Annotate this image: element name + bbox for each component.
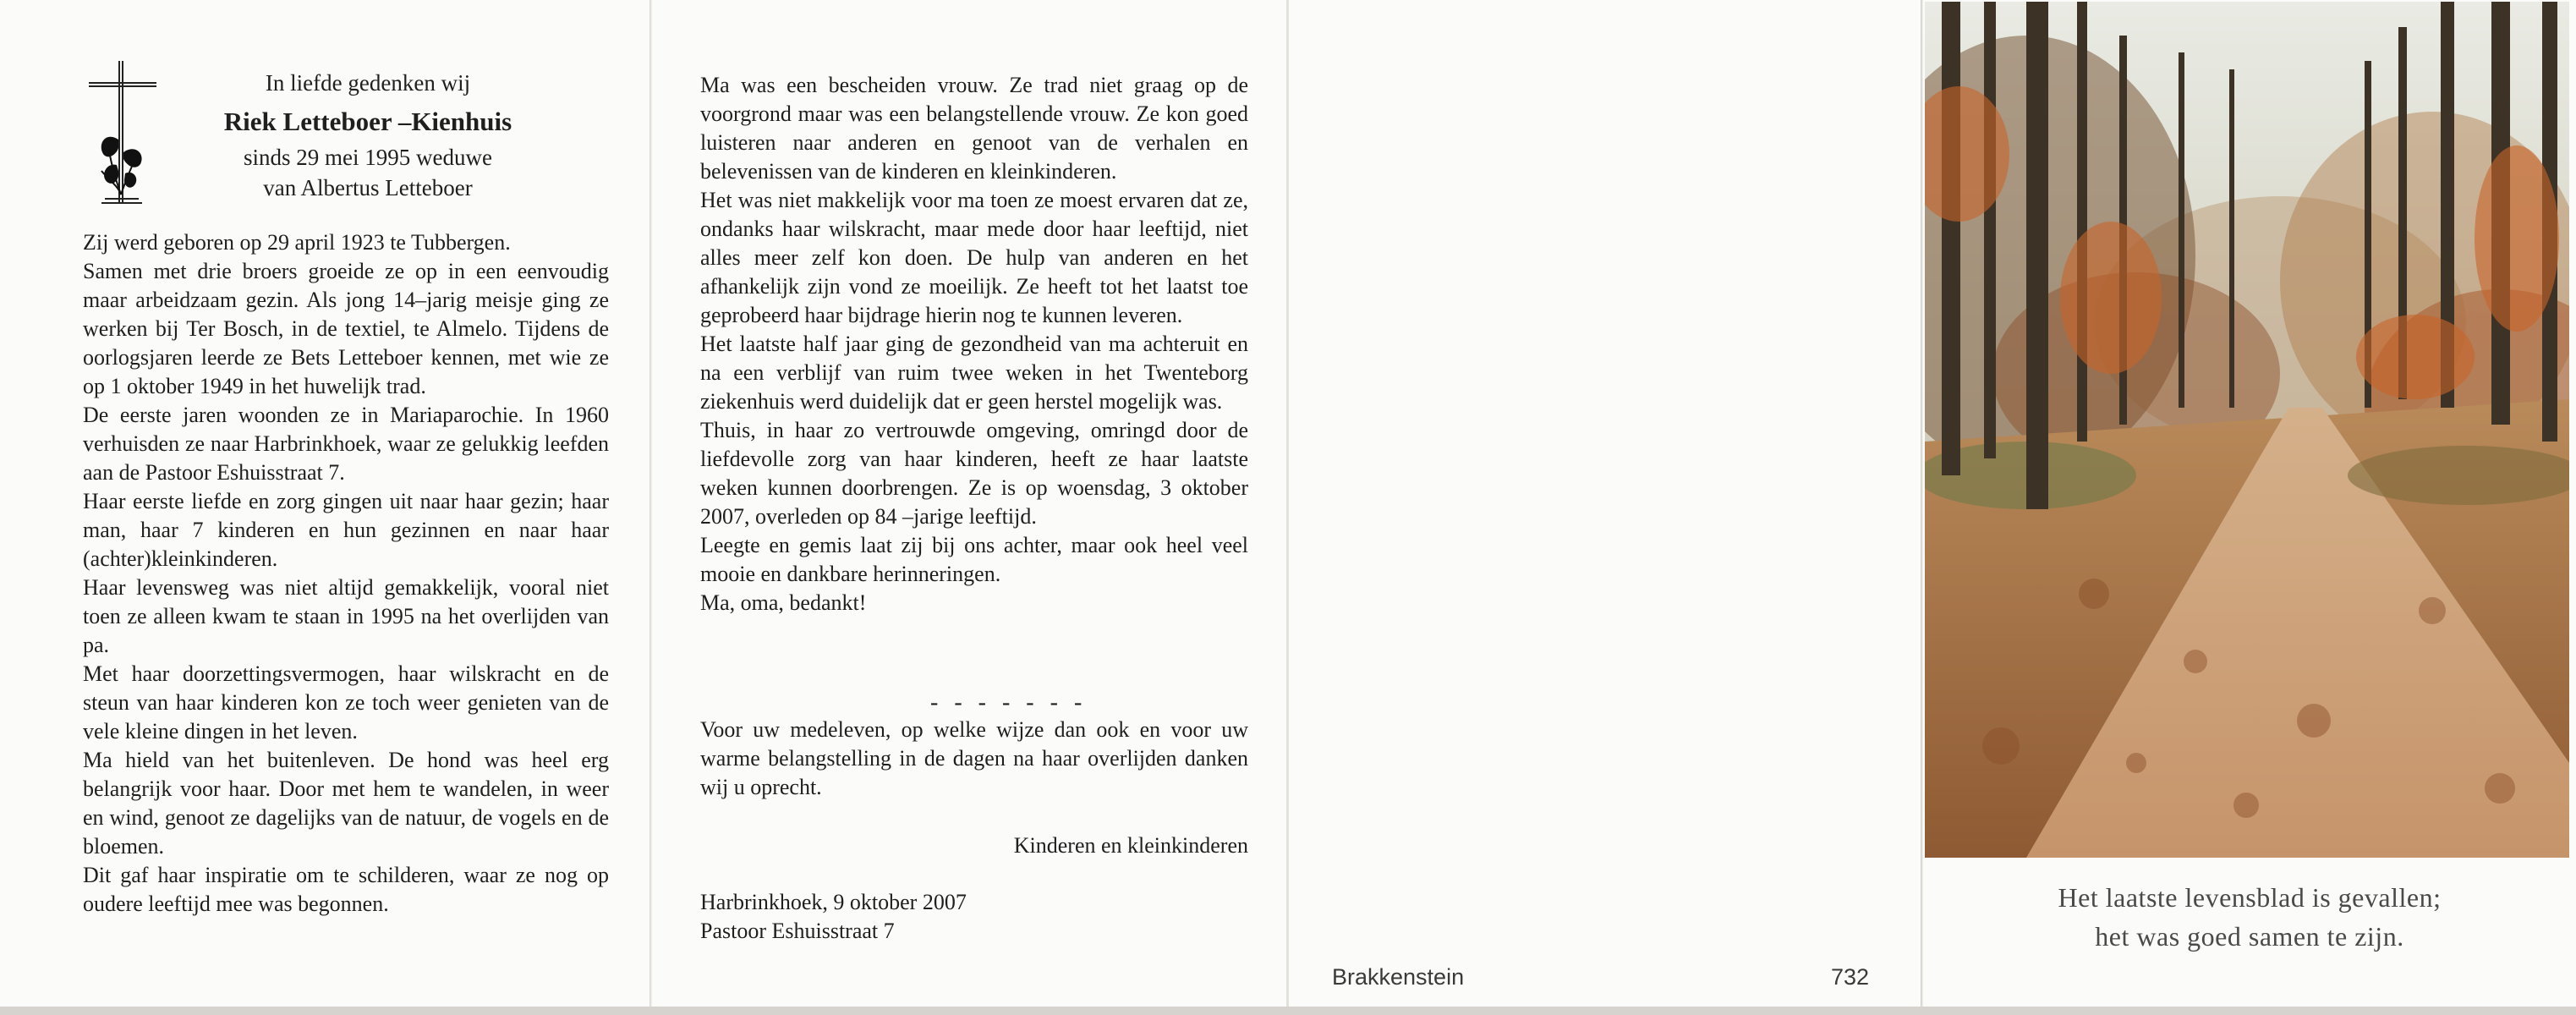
address: Pastoor Eshuisstraat 7 xyxy=(700,919,895,943)
biography-left xyxy=(83,228,609,919)
paragraph: De eerste jaren woonden ze in Mariaparochie. In 1960 verhuisden ze naar Harbrinkhoek, waar ze gelukkig leefden aan de Pastoor Eshuisstraat 7. xyxy=(83,403,609,485)
paragraph: Haar levensweg was niet altijd gemakkelijk, vooral niet toen ze alleen kwam te staan in 1995 na het overlijden van pa. xyxy=(83,575,609,657)
cross-with-lilies-icon xyxy=(85,59,161,207)
paragraph: Met haar doorzettingsvermogen, haar wilskracht en de steun van haar kinderen kon ze toch weer genieten van de vele kleine dingen in het leven. xyxy=(83,661,609,743)
publisher-name: Brakkenstein xyxy=(1332,964,1465,990)
separator: - - - - - - - xyxy=(930,689,1088,716)
fold-line xyxy=(649,0,652,1015)
deceased-name: Riek Letteboer –Kienhuis xyxy=(223,107,512,136)
memorial-quote xyxy=(1945,878,2554,956)
paragraph: Ma, oma, bedankt! xyxy=(700,590,867,615)
signature: Kinderen en kleinkinderen xyxy=(1013,833,1248,858)
widow-since: sinds 29 mei 1995 weduwe xyxy=(244,145,492,170)
paragraph: Samen met drie broers groeide ze op in een eenvoudig maar arbeidzaam gezin. Als jong 14–jarig meisje ging ze werken bij Ter Bosch, in de textiel, te Almelo. Tijdens de oorlogsjaren leerde ze Bets Letteboer kennen, met wie ze op 1 oktober 1949 in het huwelijk trad. xyxy=(83,259,609,398)
paragraph: Ma hield van het buitenleven. De hond was heel erg belangrijk voor haar. Door met hem te wandelen, in weer en wind, genoot ze dagelijks van de natuur, de vogels en de bloemen. xyxy=(83,748,609,859)
fold-line xyxy=(1921,0,1923,1015)
card-page-blank xyxy=(1287,0,1921,1011)
autumn-forest-photo xyxy=(1925,2,2569,858)
paragraph: Zij werd geboren op 29 april 1923 te Tubbergen. xyxy=(83,230,511,255)
bottom-edge xyxy=(0,1007,2576,1015)
quote-line: Het laatste levensblad is gevallen; xyxy=(2058,882,2442,913)
place-date: Harbrinkhoek, 9 oktober 2007 xyxy=(700,890,967,914)
paragraph: Het laatste half jaar ging de gezondheid van ma achteruit en na een verblijf van ruim twee weken in het Twenteborg ziekenhuis werd duidelijk dat er geen herstel mogelijk was. xyxy=(700,332,1248,414)
biography-right xyxy=(700,71,1248,617)
dedication-header xyxy=(169,68,567,203)
dedication-intro: In liefde gedenken wij xyxy=(265,70,471,96)
paragraph: Thuis, in haar zo vertrouwde omgeving, omringd door de liefdevolle zorg van haar kinderen, heeft ze haar laatste weken kunnen doorbrengen. Ze is op woensdag, 3 oktober 2007, overleden op 84 –jarige leeftijd. xyxy=(700,418,1248,529)
place-and-address xyxy=(700,888,967,946)
paragraph: Het was niet makkelijk voor ma toen ze moest ervaren dat ze, ondanks haar wilskracht, maar mede door haar leeftijd, niet alles meer zelf kon doen. De hulp van anderen en het afhankelijk zijn vond ze moeilijk. Ze heeft tot het laatst toe geprobeerd haar bijdrage hierin nog te kunnen leveren. xyxy=(700,188,1248,327)
paragraph: Dit gaf haar inspiratie om te schilderen, waar ze nog op oudere leeftijd mee was begonnen. xyxy=(83,863,609,916)
paragraph: Voor uw medeleven, op welke wijze dan ook en voor uw warme belangstelling in de dagen na haar overlijden danken wij u oprecht. xyxy=(700,717,1248,799)
paragraph: Haar eerste liefde en zorg gingen uit naar haar gezin; haar man, haar 7 kinderen en hun gezinnen en naar haar (achter)kleinkinderen. xyxy=(83,489,609,571)
paragraph: Leegte en gemis laat zij bij ons achter, maar ook heel veel mooie en dankbare herinneringen. xyxy=(700,533,1248,586)
quote-line: het was goed samen te zijn. xyxy=(2095,921,2404,952)
card-number: 732 xyxy=(1831,964,1870,990)
condolence-text xyxy=(700,716,1248,802)
paragraph: Ma was een bescheiden vrouw. Ze trad niet graag op de voorgrond maar was een belangstellende vrouw. Ze kon goed luisteren naar anderen en genoot van de verhalen en belevenissen van de kinderen en kleinkinderen. xyxy=(700,73,1248,184)
fold-line xyxy=(1286,0,1289,1015)
husband-name: van Albertus Letteboer xyxy=(263,175,473,200)
